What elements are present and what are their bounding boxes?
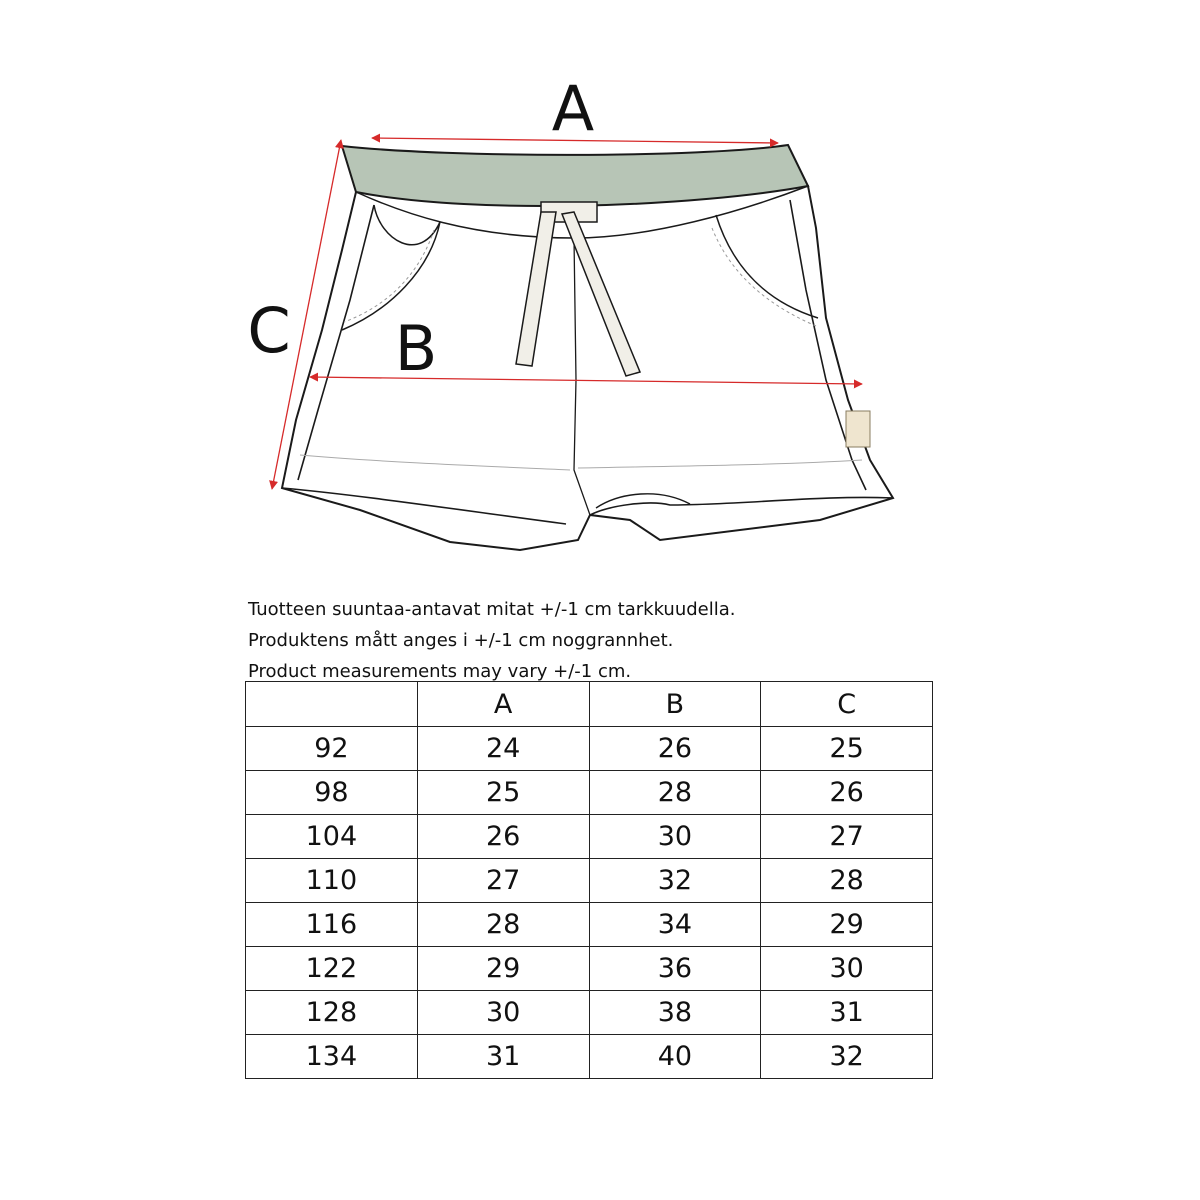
header-c: C bbox=[761, 682, 933, 727]
size-table bbox=[245, 681, 933, 1079]
cell-size: 116 bbox=[246, 903, 418, 947]
cell-b: 34 bbox=[589, 903, 761, 947]
cell-b: 28 bbox=[589, 771, 761, 815]
cell-size: 98 bbox=[246, 771, 418, 815]
table-row bbox=[246, 771, 933, 815]
cell-b: 30 bbox=[589, 815, 761, 859]
cell-c: 29 bbox=[761, 903, 933, 947]
cell-size: 92 bbox=[246, 727, 418, 771]
header-size bbox=[246, 682, 418, 727]
dimension-label-c: C bbox=[247, 294, 291, 367]
cell-b: 40 bbox=[589, 1035, 761, 1079]
table-row bbox=[246, 727, 933, 771]
cell-a: 29 bbox=[417, 947, 589, 991]
cell-b: 36 bbox=[589, 947, 761, 991]
dimension-label-a: A bbox=[551, 72, 595, 145]
note-finnish: Tuotteen suuntaa-antavat mitat +/-1 cm tarkkuudella. bbox=[248, 599, 736, 620]
label-tag bbox=[846, 411, 870, 447]
dimension-label-b: B bbox=[394, 312, 438, 385]
cell-c: 31 bbox=[761, 991, 933, 1035]
cell-c: 27 bbox=[761, 815, 933, 859]
cell-size: 110 bbox=[246, 859, 418, 903]
header-a: A bbox=[417, 682, 589, 727]
cell-size: 128 bbox=[246, 991, 418, 1035]
cell-b: 38 bbox=[589, 991, 761, 1035]
table-header-row bbox=[246, 682, 933, 727]
cell-size: 104 bbox=[246, 815, 418, 859]
note-english: Product measurements may vary +/-1 cm. bbox=[248, 661, 632, 682]
table-row bbox=[246, 991, 933, 1035]
cell-a: 28 bbox=[417, 903, 589, 947]
cell-a: 24 bbox=[417, 727, 589, 771]
cell-size: 122 bbox=[246, 947, 418, 991]
cell-c: 32 bbox=[761, 1035, 933, 1079]
measurement-notes bbox=[248, 594, 948, 687]
header-b: B bbox=[589, 682, 761, 727]
cell-a: 25 bbox=[417, 771, 589, 815]
cell-a: 26 bbox=[417, 815, 589, 859]
note-swedish: Produktens mått anges i +/-1 cm noggrannhet. bbox=[248, 630, 674, 651]
table-row bbox=[246, 1035, 933, 1079]
cell-a: 30 bbox=[417, 991, 589, 1035]
cell-b: 32 bbox=[589, 859, 761, 903]
table-row bbox=[246, 903, 933, 947]
cell-c: 28 bbox=[761, 859, 933, 903]
waistband bbox=[342, 145, 808, 206]
cell-b: 26 bbox=[589, 727, 761, 771]
table-row bbox=[246, 815, 933, 859]
shorts-body bbox=[282, 186, 893, 550]
cell-c: 25 bbox=[761, 727, 933, 771]
table-row bbox=[246, 859, 933, 903]
cell-c: 26 bbox=[761, 771, 933, 815]
cell-size: 134 bbox=[246, 1035, 418, 1079]
cell-a: 31 bbox=[417, 1035, 589, 1079]
cell-c: 30 bbox=[761, 947, 933, 991]
cell-a: 27 bbox=[417, 859, 589, 903]
table-row bbox=[246, 947, 933, 991]
